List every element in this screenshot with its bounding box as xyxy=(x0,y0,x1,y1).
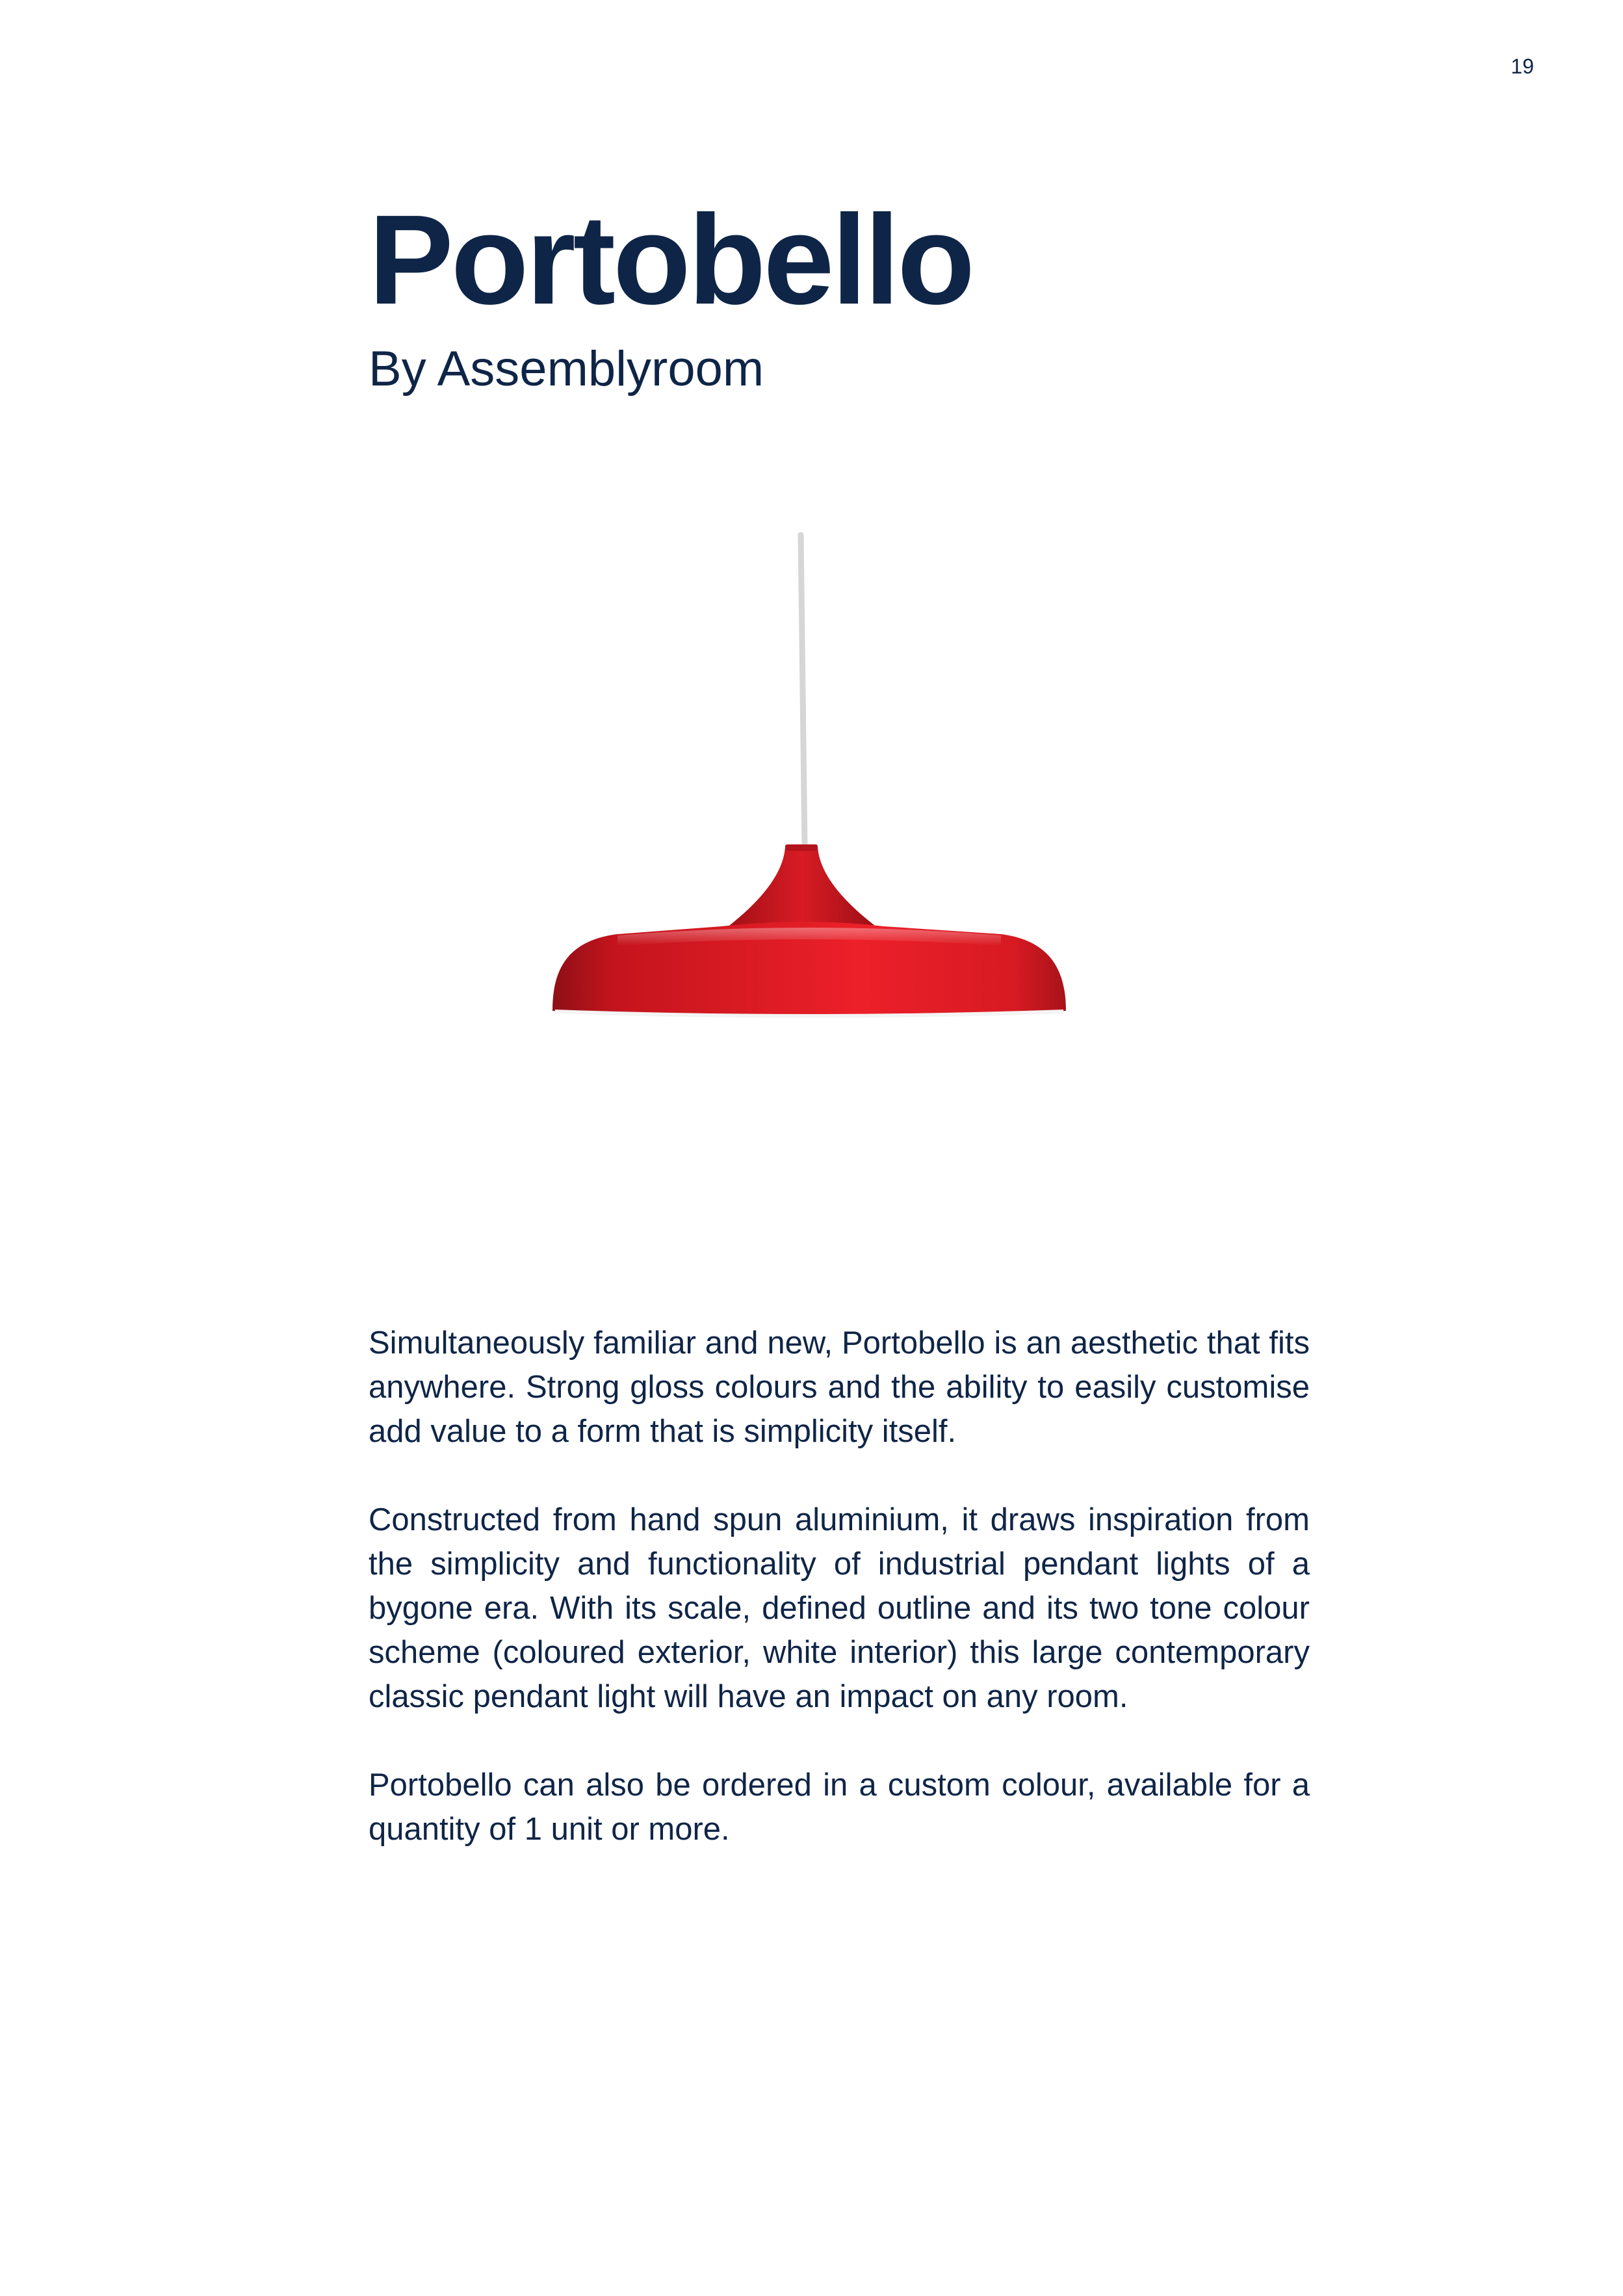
pendant-lamp-icon xyxy=(507,530,1105,1024)
product-designer: By Assemblyroom xyxy=(369,341,764,397)
lamp-cord xyxy=(801,535,805,847)
description-paragraph: Simultaneously familiar and new, Portobello is an aesthetic that fits anywhere. Strong gloss colours and the ability to easily customise add value to a form that is simplicity itself. xyxy=(369,1325,1310,1449)
description-paragraph: Portobello can also be ordered in a custom colour, available for a quantity of 1 unit or more. xyxy=(369,1768,1310,1847)
lamp-cap xyxy=(785,844,818,851)
product-title: Portobello xyxy=(369,189,973,331)
page-number: 19 xyxy=(1511,55,1534,78)
description-paragraph: Constructed from hand spun aluminium, it draws inspiration from the simplicity and functionality of industrial pendant lights of a bygone era. With its scale, defined outline and its two tone colour scheme (coloured exterior, white interior) this large contemporary classic pendant light will have an impact on any room. xyxy=(369,1502,1310,1714)
lamp-neck xyxy=(727,847,877,928)
product-description xyxy=(369,1321,1310,1896)
